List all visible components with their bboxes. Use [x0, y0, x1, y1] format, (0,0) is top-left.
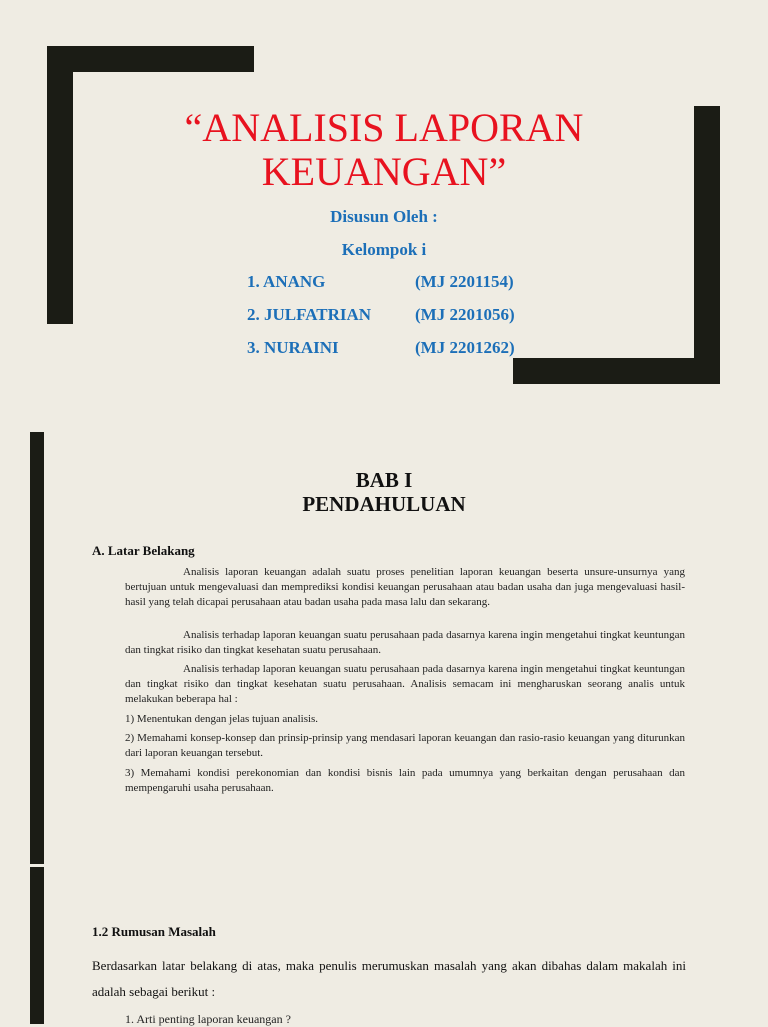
member-name: 1. ANANG — [247, 272, 326, 291]
member-name: 2. JULFATRIAN — [247, 305, 372, 324]
member-name: 3. NURAINI — [247, 338, 339, 357]
list-item: 3) Memahami kondisi perekonomian dan kondisi bisnis lain pada umumnya yang berkaitan dengan perusahaan dan mempengaruhi usaha perusahaan. — [125, 767, 685, 794]
paragraph: Analisis terhadap laporan keuangan suatu perusahaan pada dasarnya karena ingin mengetahui tingkat keuntungan dan tingkat risiko dan tingkat kesehatan suatu perusahaan. — [125, 629, 685, 656]
frame-bracket-bottom — [513, 358, 720, 384]
cover-slide — [0, 0, 768, 410]
list-item: 1. Arti penting laporan keuangan ? — [125, 1012, 291, 1026]
cover-title — [0, 106, 768, 194]
cover-group: Kelompok i — [341, 240, 427, 259]
cover-title-line2: KEUANGAN” — [261, 149, 507, 194]
paragraph: Analisis laporan keuangan adalah suatu proses penelitian laporan keuangan beserta unsure-unsurnya yang bertujuan untuk mengevaluasi dan memprediksi kondisi keuangan perusahaan atau badan usaha dan juga mengevaluasi hasil- hasil yang telah dicapai perusahaan atau badan usaha pada masa lalu dan sekarang. — [125, 566, 685, 608]
member-id: (MJ 2201056) — [415, 305, 515, 324]
chapter-title: PENDAHULUAN — [302, 492, 466, 516]
page-divider — [30, 864, 44, 867]
paragraph: Berdasarkan latar belakang di atas, maka penulis merumuskan masalah yang akan dibahas dalam makalah ini adalah sebagai berikut : — [92, 958, 686, 999]
cover-subtitle: Disusun Oleh : — [330, 207, 438, 226]
paragraph: Analisis terhadap laporan keuangan suatu perusahaan pada dasarnya karena ingin mengetahui tingkat keuntungan dan tingkat risiko dan tingkat kesehatan suatu perusahaan. Analisis semacam ini mengharuskan seorang analis untuk melakukan beberapa hal : — [125, 663, 685, 705]
frame-bracket-top — [47, 46, 254, 72]
member-id: (MJ 2201262) — [415, 338, 515, 357]
section-heading-rumusan-masalah: 1.2 Rumusan Masalah — [92, 924, 216, 939]
list-item: 2) Memahami konsep-konsep dan prinsip-prinsip yang mendasari laporan keuangan dan rasio-rasio keuangan yang diturunkan dari laporan keuangan tersebut. — [125, 732, 685, 759]
member-id: (MJ 2201154) — [415, 272, 514, 291]
list-item: 1) Menentukan dengan jelas tujuan analisis. — [125, 713, 319, 725]
chapter-number: BAB I — [355, 468, 413, 492]
section-heading-latar-belakang: A. Latar Belakang — [92, 543, 195, 558]
cover-title-line1: “ANALISIS LAPORAN — [184, 105, 584, 150]
